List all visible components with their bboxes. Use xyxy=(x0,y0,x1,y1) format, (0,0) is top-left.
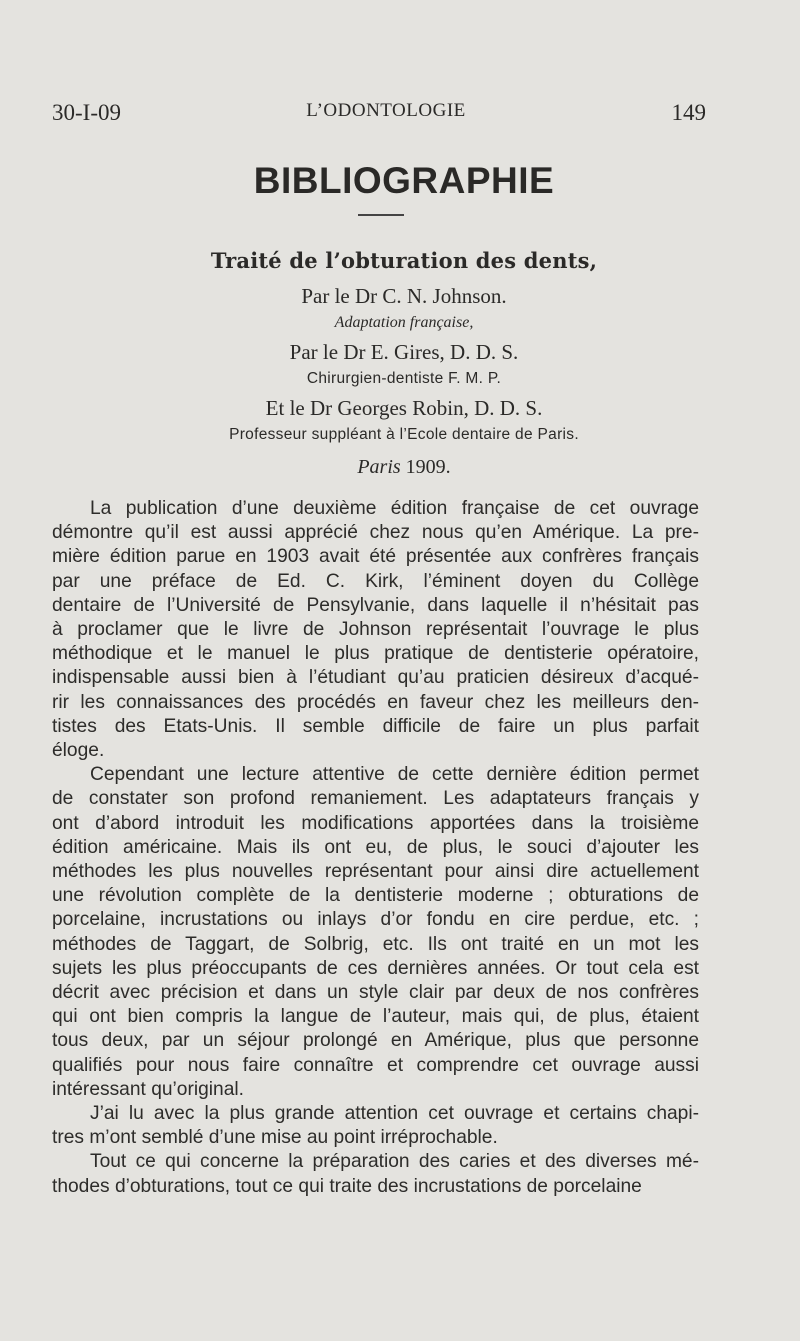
author-line: Par le Dr C. N. Johnson. xyxy=(301,284,507,308)
text-line: qualifiés pour nous faire connaître et comprendre cet ouvrage aussi xyxy=(52,1054,699,1076)
text-line: ont d’abord introduit les modifications apportées dans la troisième xyxy=(52,812,699,834)
publication-year: 1909. xyxy=(405,456,451,478)
text-line: indispensable aussi bien à l’étudiant qu’au praticien désireux d’acqué- xyxy=(52,667,699,689)
review-body xyxy=(52,497,699,1199)
adapter-1-line: Par le Dr E. Gires, D. D. S. xyxy=(289,340,519,364)
text-line: intéressant qu’original. xyxy=(52,1078,244,1100)
text-line: démontre qu’il est aussi apprécié chez nous qu’en Amérique. La pre- xyxy=(52,522,699,544)
text-line: de constater son profond remaniement. Les adaptateurs français y xyxy=(52,788,699,810)
text-line: thodes d’obturations, tout ce qui traite des incrustations de porcelaine xyxy=(52,1175,642,1197)
text-line: dentaire de l’Université de Pensylvanie, dans laquelle il n’hésitait pas xyxy=(52,594,699,616)
text-line: qui ont bien compris la langue de l’auteur, mais qui, de plus, étaient xyxy=(52,1006,699,1028)
text-line: éloge. xyxy=(52,740,105,762)
text-line: rir les connaissances des procédés en faveur chez les meilleurs den- xyxy=(52,691,699,713)
page-number: 149 xyxy=(671,100,706,125)
text-line: par une préface de Ed. C. Kirk, l’éminent doyen du Collège xyxy=(52,570,699,592)
adapter-2-role: Professeur suppléant à l’Ecole dentaire de Paris. xyxy=(229,426,579,443)
review-paragraph xyxy=(52,1102,699,1150)
running-head xyxy=(52,100,706,130)
book-title: Traité de l’obturation des dents, xyxy=(210,248,598,273)
text-line: décrit avec précision et dans un style clair par deux de nos confrères xyxy=(52,982,699,1004)
text-line: porcelaine, incrustations ou inlays d’or fondu en cire perdue, etc. ; xyxy=(52,909,699,931)
review-paragraph xyxy=(52,1150,699,1198)
text-line: sujets les plus préoccupants de ces dernières années. Or tout cela est xyxy=(52,957,699,979)
issue-date: 30-I-09 xyxy=(52,100,121,125)
publication-place: Paris xyxy=(357,456,401,478)
text-line: La publication d’une deuxième édition française de cet ouvrage xyxy=(90,498,699,519)
text-line: une révolution complète de la dentisterie moderne ; obturations de xyxy=(52,885,699,907)
text-line: tistes des Etats-Unis. Il semble difficile de faire un plus parfait xyxy=(52,715,699,737)
adaptation-note: Adaptation française, xyxy=(334,314,474,331)
text-line: tres m’ont semblé d’une mise au point irréprochable. xyxy=(52,1127,498,1149)
title-rule xyxy=(358,214,404,216)
text-line: méthodes de Taggart, de Solbrig, etc. Ils ont traité en un mot les xyxy=(52,933,699,955)
text-line: méthodes les plus nouvelles représentant pour ainsi dire actuellement xyxy=(52,861,699,883)
journal-name: L’ODONTOLOGIE xyxy=(306,100,466,121)
text-line: Tout ce qui concerne la préparation des caries et des diverses mé- xyxy=(90,1151,699,1173)
text-line: édition américaine. Mais ils ont eu, de plus, le souci d’ajouter les xyxy=(52,836,699,858)
review-paragraph xyxy=(52,763,699,1102)
text-line: tous deux, par un séjour prolongé en Amérique, plus que personne xyxy=(52,1030,699,1052)
text-line: J’ai lu avec la plus grande attention cet ouvrage et certains chapi- xyxy=(90,1103,699,1125)
text-line: Cependant une lecture attentive de cette dernière édition permet xyxy=(90,764,699,786)
text-line: mière édition parue en 1903 avait été présentée aux confrères français xyxy=(52,546,699,568)
text-line: méthodique et le manuel le plus pratique de dentisterie opératoire, xyxy=(52,643,699,665)
review-paragraph xyxy=(52,497,699,763)
adapter-2-line: Et le Dr Georges Robin, D. D. S. xyxy=(265,396,543,420)
adapter-1-role: Chirurgien-dentiste F. M. P. xyxy=(306,370,502,387)
publication-place-year xyxy=(0,456,800,479)
text-line: à proclamer que le livre de Johnson représentait l’ouvrage le plus xyxy=(52,619,699,641)
section-title: BIBLIOGRAPHIE xyxy=(253,160,555,201)
